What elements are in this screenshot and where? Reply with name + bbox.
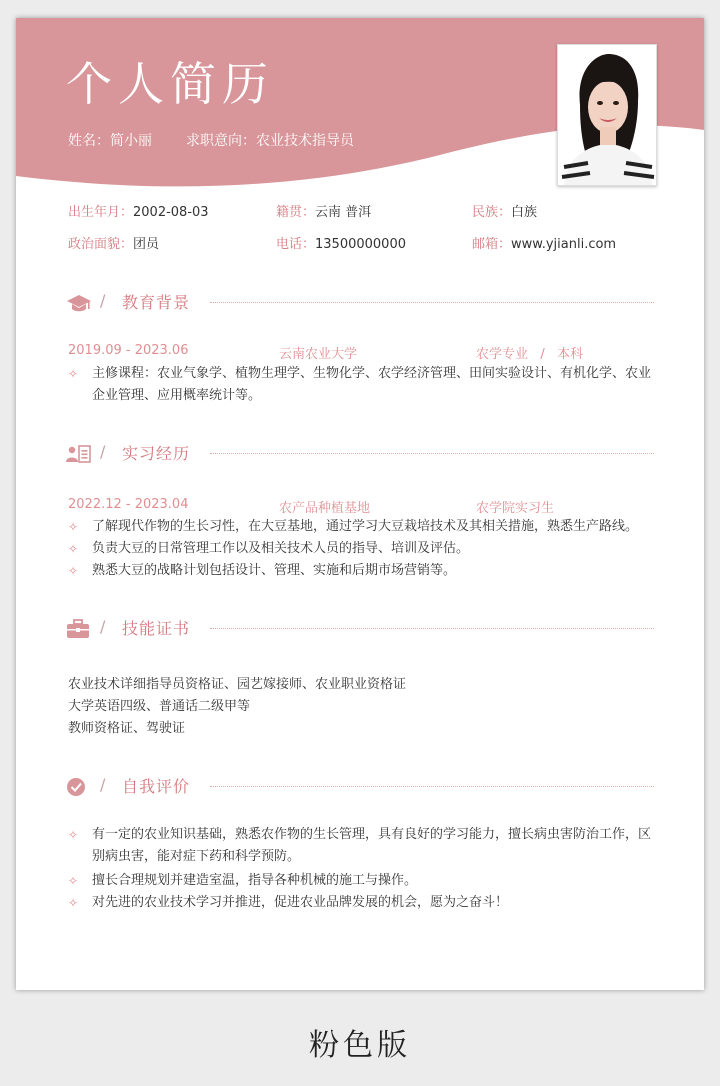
internship-item-text: 了解现代作物的生长习性，在大豆基地，通过学习大豆栽培技术及其相关措施，熟悉生产路线。 bbox=[92, 519, 639, 534]
portrait-illustration bbox=[558, 45, 656, 185]
name-label: 姓名： bbox=[68, 133, 110, 149]
skill-item: 教师资格证、驾驶证 bbox=[68, 721, 186, 736]
self-eval-text: 有一定的农业知识基础，熟悉农作物的生长管理，具有良好的学习能力，擅长病虫害防治工作，区别病虫害，能对症下药和科学预防。 bbox=[92, 827, 652, 864]
skill-item: 农业技术详细指导员资格证、园艺嫁接师、农业职业资格证 bbox=[68, 677, 407, 692]
email-label: 邮箱： bbox=[472, 237, 512, 252]
section-education-header bbox=[66, 290, 654, 316]
education-courses bbox=[68, 363, 654, 407]
info-email bbox=[472, 233, 616, 252]
bullet-mark: ✧ bbox=[68, 542, 79, 556]
phone-value: 13500000000 bbox=[315, 237, 406, 252]
profile-photo bbox=[557, 44, 657, 186]
person-list-icon bbox=[66, 444, 92, 464]
bullet-mark: ✧ bbox=[68, 520, 79, 534]
phone-label: 电话： bbox=[276, 237, 316, 252]
internship-item-text: 负责大豆的日常管理工作以及相关技术人员的指导、培训及评估。 bbox=[92, 541, 470, 556]
resume-page bbox=[16, 18, 704, 990]
bullet-mark: ✧ bbox=[68, 828, 79, 842]
section-title-internship: 实习经历 bbox=[122, 444, 191, 463]
internship-period: 2022.12 - 2023.04 bbox=[68, 497, 189, 512]
section-divider bbox=[210, 786, 654, 787]
political-value: 团员 bbox=[133, 237, 160, 252]
self-eval-item bbox=[68, 824, 654, 868]
ethnic-label: 民族： bbox=[472, 205, 512, 220]
section-divider bbox=[210, 302, 654, 303]
name-value: 简小丽 bbox=[110, 133, 152, 149]
political-label: 政治面貌： bbox=[68, 237, 134, 252]
birth-label: 出生年月： bbox=[68, 205, 134, 220]
education-period: 2019.09 - 2023.06 bbox=[68, 343, 189, 358]
info-birth bbox=[68, 201, 209, 220]
section-self-eval-header bbox=[66, 774, 654, 800]
section-slash: / bbox=[100, 775, 106, 794]
bullet-mark: ✧ bbox=[68, 564, 79, 578]
resume-title: 个人简历 bbox=[66, 57, 274, 111]
birth-value: 2002-08-03 bbox=[133, 205, 209, 220]
section-slash: / bbox=[100, 291, 106, 310]
info-ethnic bbox=[472, 201, 537, 220]
ethnic-value: 白族 bbox=[511, 205, 538, 220]
internship-item bbox=[68, 538, 654, 560]
version-caption: 粉色版 bbox=[309, 1028, 411, 1063]
education-major: 农学专业 / 本科 bbox=[476, 347, 584, 362]
courses-text: 主修课程：农业气象学、植物生理学、生物化学、农学经济管理、田间实验设计、有机化学、农业企业管理、应用概率统计等。 bbox=[92, 366, 652, 403]
briefcase-icon bbox=[66, 619, 92, 639]
intent-label: 求职意向： bbox=[186, 133, 256, 149]
internship-item-text: 熟悉大豆的战略计划包括设计、管理、实施和后期市场营销等。 bbox=[92, 563, 457, 578]
section-title-education: 教育背景 bbox=[122, 293, 191, 312]
name-line bbox=[68, 130, 152, 150]
section-divider bbox=[210, 628, 654, 629]
section-internship-header bbox=[66, 441, 654, 467]
internship-role: 农学院实习生 bbox=[476, 501, 555, 516]
bullet-mark: ✧ bbox=[68, 896, 79, 910]
bullet-mark: ✧ bbox=[68, 874, 79, 888]
internship-place: 农产品种植基地 bbox=[279, 501, 371, 516]
self-eval-item bbox=[68, 870, 654, 892]
self-eval-text: 对先进的农业技术学习并推进，促进农业品牌发展的机会，愿为之奋斗！ bbox=[92, 895, 509, 910]
section-slash: / bbox=[100, 442, 106, 461]
email-value: www.yjianli.com bbox=[511, 237, 617, 252]
native-value: 云南 普洱 bbox=[315, 205, 372, 220]
section-title-self-eval: 自我评价 bbox=[122, 777, 191, 796]
skill-item: 大学英语四级、普通话二级甲等 bbox=[68, 699, 251, 714]
section-skills-header bbox=[66, 616, 654, 642]
native-label: 籍贯： bbox=[276, 205, 316, 220]
intent-line bbox=[186, 130, 354, 150]
self-eval-text: 擅长合理规划并建造室温，指导各种机械的施工与操作。 bbox=[92, 873, 418, 888]
check-circle-icon bbox=[66, 777, 92, 797]
graduation-cap-icon bbox=[66, 293, 92, 313]
internship-item bbox=[68, 516, 654, 538]
bullet-mark: ✧ bbox=[68, 367, 79, 381]
info-phone bbox=[276, 233, 406, 252]
section-title-skills: 技能证书 bbox=[122, 619, 191, 638]
info-native bbox=[276, 201, 371, 220]
info-political bbox=[68, 233, 159, 252]
intent-value: 农业技术指导员 bbox=[256, 133, 354, 149]
self-eval-item bbox=[68, 892, 654, 914]
internship-item bbox=[68, 560, 654, 582]
education-school: 云南农业大学 bbox=[279, 347, 358, 362]
section-divider bbox=[210, 453, 654, 454]
section-slash: / bbox=[100, 617, 106, 636]
